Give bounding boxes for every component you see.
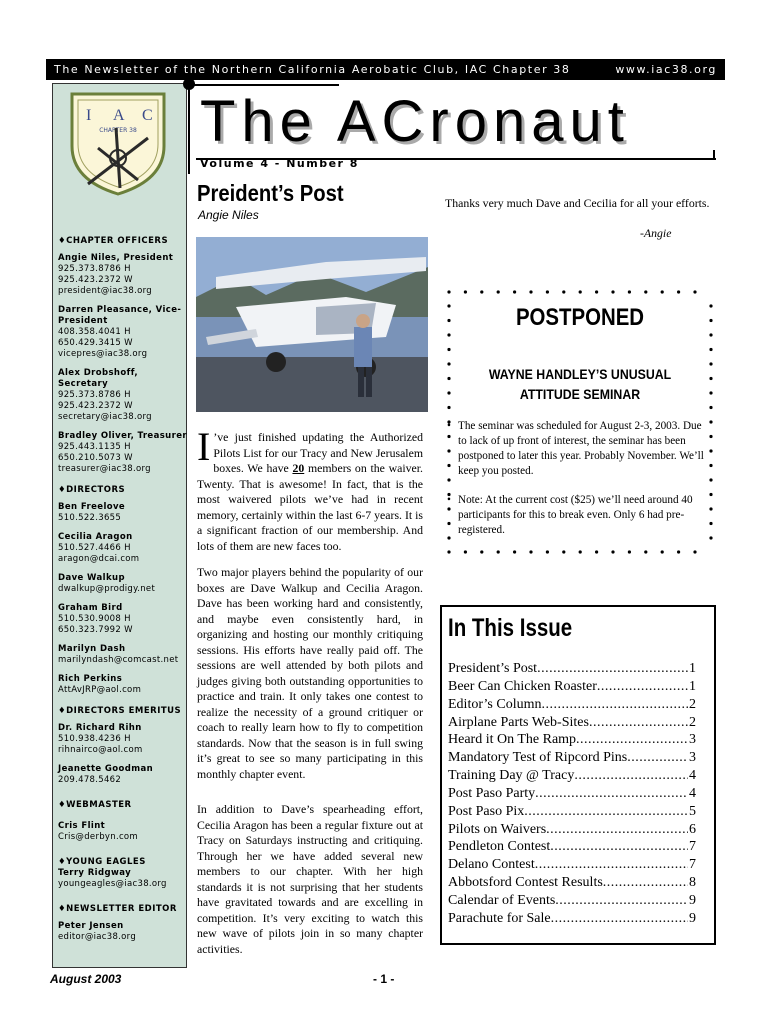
toc-leader: [551, 910, 688, 928]
border-dot: [447, 319, 450, 322]
border-dot: [447, 536, 450, 539]
toc-label: Parachute for Sale: [448, 910, 551, 926]
officer-phone: 650.429.3415 W: [58, 338, 133, 348]
border-dot: [447, 406, 450, 409]
toc-page: 1: [689, 678, 696, 694]
border-dot: [677, 550, 680, 553]
director-name: Dave Walkup: [58, 573, 125, 583]
toc-label: Abbotsford Contest Results: [448, 875, 603, 891]
article-paragraph-2: Two major players behind the popularity of our boxes are Dave Walkup and Cecilia Aragon. Dave has been working hard and consistently, and maybe even consistently hard, in organizing and hosting our monthly critiquing sessions. His efforts have really paid off. The sessions are well attended by both pilots and judges giving both outstanding opportunities to practice and train. It only takes one contest to realize the necessity of a ground critiquer or coach to really learn how to fly to competition standards. Now that the season is in full swing it’s great to see so many participating in this monthly chapter event.: [197, 565, 423, 781]
section-heading-officers: ♦CHAPTER OFFICERS: [58, 236, 169, 246]
masthead-rule-end: [713, 150, 715, 160]
border-dot: [693, 550, 696, 553]
toc-page: 6: [689, 821, 696, 837]
border-dot: [709, 319, 712, 322]
border-dot: [447, 348, 450, 351]
article-author: Angie Niles: [198, 208, 259, 222]
toc-leader: [535, 785, 688, 803]
svg-text:C: C: [142, 107, 153, 124]
border-dot: [628, 550, 631, 553]
notice-bullet: • The seminar was scheduled for August 2-3, 2003. Due to lack of up front of interest, the seminar has been postponed to later this year. Probably November. We’ll keep you posted.: [447, 420, 704, 477]
officer-name: Bradley Oliver, Treasurer: [58, 431, 187, 441]
toc-entry[interactable]: [448, 821, 696, 839]
section-heading-webmaster: ♦WEBMASTER: [58, 800, 132, 810]
seminar-title: WAYNE HANDLEY’S UNUSUAL ATTITUDE SEMINAR: [488, 366, 672, 402]
officer-email[interactable]: president@iac38.org: [58, 286, 152, 296]
toc-leader: [550, 838, 688, 856]
director-name: Rich Perkins: [58, 674, 123, 684]
toc-page: 9: [689, 910, 696, 926]
officer-phone: 650.210.5073 W: [58, 453, 133, 463]
director-name: Graham Bird: [58, 603, 123, 613]
toc-entry[interactable]: [448, 660, 696, 678]
toc-page: 7: [689, 839, 696, 855]
toc-page: 3: [689, 750, 696, 766]
border-dot: [709, 391, 712, 394]
border-dot: [447, 290, 450, 293]
toc-leader: [603, 874, 688, 892]
toc-entry[interactable]: [448, 749, 696, 767]
border-dot: [562, 550, 565, 553]
director-phone: 510.527.4466 H: [58, 543, 131, 553]
toc-leader: [546, 821, 688, 839]
toc-leader: [574, 767, 688, 785]
article-paragraph-3: In addition to Dave’s spearheading effort, Cecilia Aragon has been a regular fixture out at Tracy on Saturdays instructing and critiquing. Through her we have added several new members to our chapter. With her high standards it is not surprising that her students have gravitated towards and are excelling in competition. It’s very exciting to watch this new wave of pilots join in so many chapter activities.: [197, 802, 423, 956]
banner-tagline: The Newsletter of the Northern California Aerobatic Club, IAC Chapter 38: [54, 63, 571, 76]
officer-phone: 925.423.2372 W: [58, 401, 133, 411]
toc-leader: [576, 731, 688, 749]
officer-phone: 925.443.1135 H: [58, 442, 131, 452]
border-dot: [529, 550, 532, 553]
toc-leader: [537, 660, 688, 678]
border-dot: [447, 362, 450, 365]
webmaster-email[interactable]: Cris@derbyn.com: [58, 832, 139, 842]
emeritus-name: Jeanette Goodman: [58, 764, 154, 774]
border-dot: [709, 493, 712, 496]
toc-page: 5: [689, 803, 696, 819]
border-dot: [709, 536, 712, 539]
border-dot: [709, 522, 712, 525]
dropcap-letter: I: [197, 424, 211, 469]
border-dot: [529, 290, 532, 293]
officer-phone: 925.423.2372 W: [58, 275, 133, 285]
toc-leader: [555, 892, 688, 910]
border-dot: [513, 290, 516, 293]
border-dot: [497, 290, 500, 293]
border-dot: [661, 550, 664, 553]
article-title: Preident’s Post: [197, 180, 344, 206]
toc-entry[interactable]: [448, 767, 696, 785]
toc-label: President’s Post: [448, 661, 538, 676]
border-dot: [447, 377, 450, 380]
sidebar-officers: [58, 236, 188, 943]
emeritus-phone: 510.938.4236 H: [58, 734, 131, 744]
young-eagles-name: Terry Ridgway: [58, 868, 132, 878]
border-dot: [644, 550, 647, 553]
toc-page: 4: [689, 768, 696, 784]
border-dot: [497, 550, 500, 553]
border-dot: [447, 333, 450, 336]
officer-phone: 925.373.8786 H: [58, 390, 131, 400]
border-dot: [709, 406, 712, 409]
in-this-issue-title: In This Issue: [448, 614, 573, 642]
border-dot: [447, 464, 450, 467]
footer-date: August 2003: [50, 972, 122, 986]
toc-entry[interactable]: [448, 678, 696, 696]
border-dot: [661, 290, 664, 293]
newsletter-title: The ACronaut: [200, 89, 630, 154]
editor-name: Peter Jensen: [58, 921, 124, 931]
border-dot: [611, 550, 614, 553]
bullet-icon: •: [447, 420, 451, 432]
director-email[interactable]: AttAvJRP@aol.com: [58, 685, 142, 695]
director-email[interactable]: aragon@dcai.com: [58, 554, 140, 564]
toc-leader: [541, 696, 688, 714]
toc-label: Training Day @ Tracy: [448, 768, 575, 784]
toc-page: 7: [689, 857, 696, 873]
toc-leader: [627, 749, 688, 767]
toc-label: Post Paso Party: [448, 785, 536, 801]
toc-page: 4: [689, 785, 696, 801]
border-dot: [447, 478, 450, 481]
officer-name: Angie Niles, President: [58, 253, 174, 263]
toc-entry[interactable]: [448, 731, 696, 749]
toc-page: 2: [689, 696, 696, 712]
svg-text:CHAPTER 38: CHAPTER 38: [99, 127, 137, 134]
border-dot: [644, 290, 647, 293]
toc-label: Delano Contest: [448, 857, 535, 873]
director-email[interactable]: marilyndash@comcast.net: [58, 655, 179, 665]
header-banner: [46, 59, 725, 80]
border-dot: [709, 377, 712, 380]
director-phone: 510.530.9008 H: [58, 614, 131, 624]
toc-label: Calendar of Events: [448, 892, 556, 908]
toc-page: 1: [689, 661, 696, 676]
director-name: Ben Freelove: [58, 502, 126, 512]
border-dot: [709, 507, 712, 510]
toc-label: Post Paso Pix: [448, 803, 525, 819]
article-thanks: Thanks very much Dave and Cecilia for all your efforts.: [445, 196, 710, 210]
toc-label: Pilots on Waivers: [448, 821, 547, 837]
border-dot: [513, 550, 516, 553]
toc-page: 2: [689, 714, 696, 730]
masthead-rule-left: [188, 84, 190, 174]
border-dot: [447, 391, 450, 394]
toc-page: 3: [689, 732, 696, 748]
border-dot: [447, 449, 450, 452]
border-dot: [709, 333, 712, 336]
section-heading-emeritus: ♦DIRECTORS EMERITUS: [58, 706, 182, 716]
iac-chapter-logo: [58, 88, 178, 198]
toc-label: Beer Can Chicken Roaster: [448, 678, 597, 694]
officer-name: Alex Drobshoff, Secretary: [58, 368, 138, 389]
border-dot: [709, 348, 712, 351]
toc-page: 9: [689, 892, 696, 908]
officer-phone: 925.373.8786 H: [58, 264, 131, 274]
toc-leader: [597, 678, 688, 696]
border-dot: [677, 290, 680, 293]
border-dot: [447, 304, 450, 307]
toc-leader: [535, 856, 688, 874]
border-dot: [447, 435, 450, 438]
toc-leader: [589, 714, 688, 732]
webmaster-name: Cris Flint: [58, 821, 106, 831]
director-name: Cecilia Aragon: [58, 532, 133, 542]
toc-label: Airplane Parts Web-Sites: [448, 714, 589, 730]
border-dot: [709, 478, 712, 481]
toc-page: 8: [689, 875, 696, 891]
toc-entry[interactable]: [448, 874, 696, 892]
border-dot: [447, 550, 450, 553]
officer-phone: 408.358.4041 H: [58, 327, 131, 337]
toc-entry[interactable]: [448, 714, 696, 732]
border-dot: [464, 550, 467, 553]
border-dot: [480, 290, 483, 293]
article-paragraph-1: I ’ve just finished updating the Authorized Pilots List for our Tracy and New Jerusalem boxes. We have 20 members on the waiver. Twenty. That is awesome! In fact, that is the most waivered pilots we’ve had in recent memory, certainly within the last 6-7 years. It is a significant fraction of our membership. And lots of them are new faces too.: [197, 424, 423, 553]
border-dot: [709, 304, 712, 307]
toc-label: Heard it On The Ramp: [448, 732, 577, 748]
notice-bullet: • Note: At the current cost ($25) we’ll need around 40 participants for this to break even. Only 6 had pre-registered.: [447, 494, 693, 536]
emeritus-email[interactable]: rihnairco@aol.com: [58, 745, 143, 755]
emeritus-phone: 209.478.5462: [58, 775, 122, 785]
border-dot: [447, 522, 450, 525]
officer-email[interactable]: treasurer@iac38.org: [58, 464, 151, 474]
toc-entry[interactable]: [448, 856, 696, 874]
border-dot: [464, 290, 467, 293]
director-phone: 650.323.7992 W: [58, 625, 133, 635]
postponed-heading: POSTPONED: [515, 304, 645, 331]
border-dot: [546, 290, 549, 293]
young-eagles-email[interactable]: youngeagles@iac38.org: [58, 879, 167, 889]
border-dot: [579, 550, 582, 553]
toc-leader: [524, 803, 688, 821]
logo-text: I: [86, 107, 92, 124]
toc-entry[interactable]: [448, 910, 696, 928]
border-dot: [480, 550, 483, 553]
border-dot: [595, 290, 598, 293]
table-of-contents: [448, 660, 696, 928]
toc-entry[interactable]: [448, 696, 696, 714]
border-dot: [562, 290, 565, 293]
toc-label: Mandatory Test of Ripcord Pins: [448, 750, 628, 766]
director-phone: 510.522.3655: [58, 513, 122, 523]
border-dot: [709, 362, 712, 365]
border-dot: [709, 420, 712, 423]
toc-entry[interactable]: [448, 892, 696, 910]
banner-url[interactable]: www.iac38.org: [615, 63, 717, 76]
bullet-icon: •: [447, 494, 451, 506]
svg-text:A: A: [113, 107, 125, 124]
border-dot: [709, 449, 712, 452]
officer-email[interactable]: vicepres@iac38.org: [58, 349, 148, 359]
article-signature: -Angie: [640, 226, 672, 240]
officer-name: Darren Pleasance, Vice-President: [58, 305, 182, 326]
editor-email[interactable]: editor@iac38.org: [58, 932, 137, 942]
page-number: - 1 -: [373, 972, 395, 986]
border-dot: [611, 290, 614, 293]
toc-label: Editor’s Column: [448, 696, 542, 712]
toc-entry[interactable]: [448, 838, 696, 856]
section-heading-young-eagles: ♦YOUNG EAGLES: [58, 857, 146, 867]
director-name: Marilyn Dash: [58, 644, 126, 654]
border-dot: [709, 464, 712, 467]
border-dot: [595, 550, 598, 553]
section-heading-directors: ♦DIRECTORS: [58, 485, 126, 495]
toc-entry[interactable]: [448, 803, 696, 821]
officer-email[interactable]: secretary@iac38.org: [58, 412, 152, 422]
border-dot: [693, 290, 696, 293]
masthead-rule-top: [189, 84, 339, 86]
emeritus-name: Dr. Richard Rihn: [58, 723, 142, 733]
volume-number: Volume 4 - Number 8: [200, 157, 359, 170]
border-dot: [709, 435, 712, 438]
section-heading-editor: ♦NEWSLETTER EDITOR: [58, 904, 177, 914]
border-dot: [579, 290, 582, 293]
airplane-photo: [196, 237, 428, 412]
toc-label: Pendleton Contest: [448, 839, 551, 855]
toc-entry[interactable]: [448, 785, 696, 803]
border-dot: [628, 290, 631, 293]
director-email[interactable]: dwalkup@prodigy.net: [58, 584, 156, 594]
border-dot: [546, 550, 549, 553]
